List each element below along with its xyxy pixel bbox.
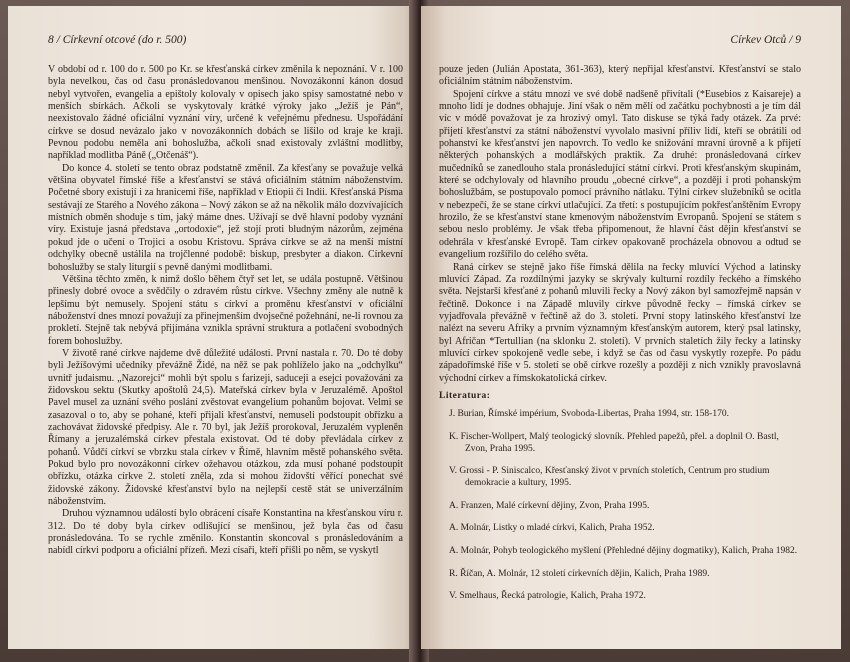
left-page <box>8 6 417 649</box>
paragraph: V období od r. 100 do r. 500 po Kr. se křesťanská církev změnila k nepoznání. V r. 100 byla nevelkou, čas od času pronásledovanou menšinou. Novozákonní kánon dosud nebyl vytvořen, evangelia a epištoly kolovaly v opisech jako spisy samostatné nebo v menších sbírkách. Ačkoli se vyskytovaly krátké výroky jako „Ježíš je Pán“, neexistovalo žádné oficiální vyznání víry, určené k veřejnému přednesu. Uspořádání církve se dosud nevázalo jako v novozákonních dobách se lišilo od kraje ke kraji. Pevnou podobu neměla ani bohoslužba, ačkoli snad existovaly zvláštní modlitby, například modlitba Páně („Otčenáš“). <box>48 64 403 162</box>
paragraph: Spojení církve a státu mnozí ve své době nadšeně přivítali (*Eusebios z Kaisareje) a mnoho lidí je dodnes obhajuje. Jiní však o něm mělí od začátku pochybnosti a je tím dál víc v módě považovat je za hrozivý omyl. Tato diskuse se týká řady otázek. Za prvé: přijetí křesťanství za státní náboženství vyvolalo masivní příliv lidí, kteří se obrátili od pohanství ke křesťanství jen napovrch. To vedlo ke snižování mravní úrovně a k přijetí některých pohanských a modlářských praktik. Za druhé: pronásledovaná církev mučedníků se zanedlouho stala pronásledující státní církví. Proti křesťanským skupinám, které se odchylovaly od hlavního proudu „obecné církve“, a později i proti pohanským bohoslužbám, se postupovalo pomocí právního nátlaku. Týlní církev služebníků se ocitla v nebezpečí, že se stane církví utlačující. Za třetí: s postupujícím pokřesťanštěním Evropy hrozilo, že se křesťanství stane kmenovým náboženstvím Evropanů. Spojení se státem s sebou neslo problémy. Je však třeba připomenout, že hlavní část dějin křesťanství se odehrála v křesťanské Evropě. Tam církev opakovaně procházela obnovou a odtud se evangelium rozšířilo do celého světa. <box>439 88 801 261</box>
left-running-header: 8 / Církevní otcové (do r. 500) <box>48 34 187 46</box>
reference-list <box>439 408 801 602</box>
right-page <box>421 6 841 649</box>
right-page-body <box>439 64 801 385</box>
reference-item: J. Burian, Římské impérium, Svoboda-Libertas, Praha 1994, str. 158-170. <box>449 408 729 419</box>
reference-item: V. Grossi - P. Siniscalco, Křesťanský život v prvních stoletích, Centrum pro studium demokracie a kultury, 1995. <box>449 466 770 489</box>
right-running-header: Církev Otců / 9 <box>730 34 801 46</box>
reference-item: A. Molnár, Listky o mladé církvi, Kalich, Praha 1952. <box>449 523 655 534</box>
literature-heading: Literatura: <box>439 390 491 401</box>
paragraph: pouze jeden (Julián Apostata, 361-363), který nepřijal křesťanství. Křesťanství se stalo oficiálním státním náboženstvím. <box>439 64 801 88</box>
paragraph: V životě rané církve najdeme dvě důležité události. První nastala r. 70. Do té doby byli Ježíšovými učedníky převážně Židé, na něž se pak pohlíželo jako na „odchylku“ uvnitř judaismu. „Nazorejci“ mohli být spolu s farizeji, saduceji a esejci považováni za židovskou sektu (Skutky apoštolů 24,5). Mateřská církev byla v Jeruzalémě. Apoštol Pavel musel za uznání svého poslání zvěstovat evangelium pohanům bojovat. Velmi se zasazoval o to, aby se pohané, kteří přijali křesťanství, nemuseli podstoupit obřízku a zachovávat židovské předpisy. Ale r. 70 byl, jak Ježíš prorokoval, Jeruzalém vypleněn Římany a jeruzalémská církev přestala existovat. Od té doby převládala církev z pohanů. Vůdčí církví se vbrzku stala církev v Římě, hlavním městě pohanského světa. Pokud bylo pro novozákonní církev ožehavou otázkou, zda musí pohané podstoupit obřízku, otázka církve 2. století zněla, zda si mohou židovští věřící ponechat své židovské zákony. Židovské křesťanství bylo na nejlepší cestě stát se univerzálním náboženstvím. <box>48 347 403 508</box>
paragraph: Většina těchto změn, k nimž došlo během čtyř set let, se udála postupně. Většinou přinesly dobré ovoce a svědčily o zdravém růstu církve. Všechny změny ale nutně k lepšímu být nemusely. Spojení státu s církví a proměnu křesťanství v oficiální náboženství dnes mnozí považují za přinejmenším dvojsečné požehnání, ne-li rovnou za prokletí. Stejně tak nebývá přijímána vznikla správní struktura a potlačení svobodných forem bohoslužby. <box>48 273 403 347</box>
paragraph: Druhou významnou událostí bylo obrácení císaře Konstantina na křesťanskou víru r. 312. Do té doby byla církev odlišující se menšinou, jež byla čas od času pronásledována. To se rychle změnilo. Konstantin skoncoval s pronásledováním a nabídl církvi podporu a oficiální přízeň. Mezi císaři, kteří přišli po něm, se vyskytl <box>48 508 403 557</box>
left-page-body <box>48 64 403 558</box>
reference-item: K. Fischer-Wollpert, Malý teologický slovník. Přehled papežů, přel. a doplnil O. Bastl, Zvon, Praha 1995. <box>449 431 779 454</box>
reference-item: V. Smelhaus, Řecká patrologie, Kalich, Praha 1972. <box>449 591 646 602</box>
paragraph: Raná církev se stejně jako říše římská dělila na řecky mluvící Východ a latinsky mluvící Západ. Za rozdílnými jazyky se skrývaly kulturní rozdíly řeckého a římského světa. Nejstarší křesťané z pohanů mluvili řecky a Nový zákon byl samozřejmě napsán v řečtině. Dokonce i na Západě mluvily církve původně řecky – římská církev se vyjadřovala převážně v řečtině až do 3. století. První stopy latinského křesťanství lze nalézt na severu Afriky a prvním významným křesťanským autorem, který psal latinsky, byl Afričan *Tertullian (na sklonku 2. století). V prvních staletích žily řecky a latinsky mluvící církev spokojeně vedle sebe, i když se čas od času vyskytly rozepře. Po pádu západořímské říše v 5. století se obě církve rozešly a později z nich vznikly pravoslavná východní církev a římskokatolická církev. <box>439 261 801 384</box>
reference-item: R. Říčan, A. Molnár, 12 století církevních dějin, Kalich, Praha 1989. <box>449 568 710 579</box>
reference-item: A. Molnár, Pohyb teologického myšlení (Přehledné dějiny dogmatiky), Kalich, Praha 1982. <box>449 545 798 556</box>
paragraph: Do konce 4. století se tento obraz podstatně změnil. Za křesťany se považuje velká většina obyvatel římské říše a křesťanství se stává oficiálním státním náboženstvím. Početné sbory existují i za hranicemi říše, například v Etiopii či Indii. Křesťanská Písma sestávají ze Starého a Nového zákona – Nový zákon se až na několik málo dozvívajících místních obměn shoduje s tím, jaký máme dnes. Užívají se dvě hlavní podoby vyznání víry. Existuje jasná představa „ortodoxie“, jež stojí proti bludným názorům, zejména pokud jde o učení o Trojici a osobu Kristovu. Správa církve se až na menší místní odchylky obecně ustálila na trojčlenné podobě: biskup, presbyter a diakon. Církevní bohoslužby se staly liturgií s pevně danými modlitbami. <box>48 162 403 273</box>
reference-item: A. Franzen, Malé církevní dějiny, Zvon, Praha 1995. <box>449 500 650 511</box>
